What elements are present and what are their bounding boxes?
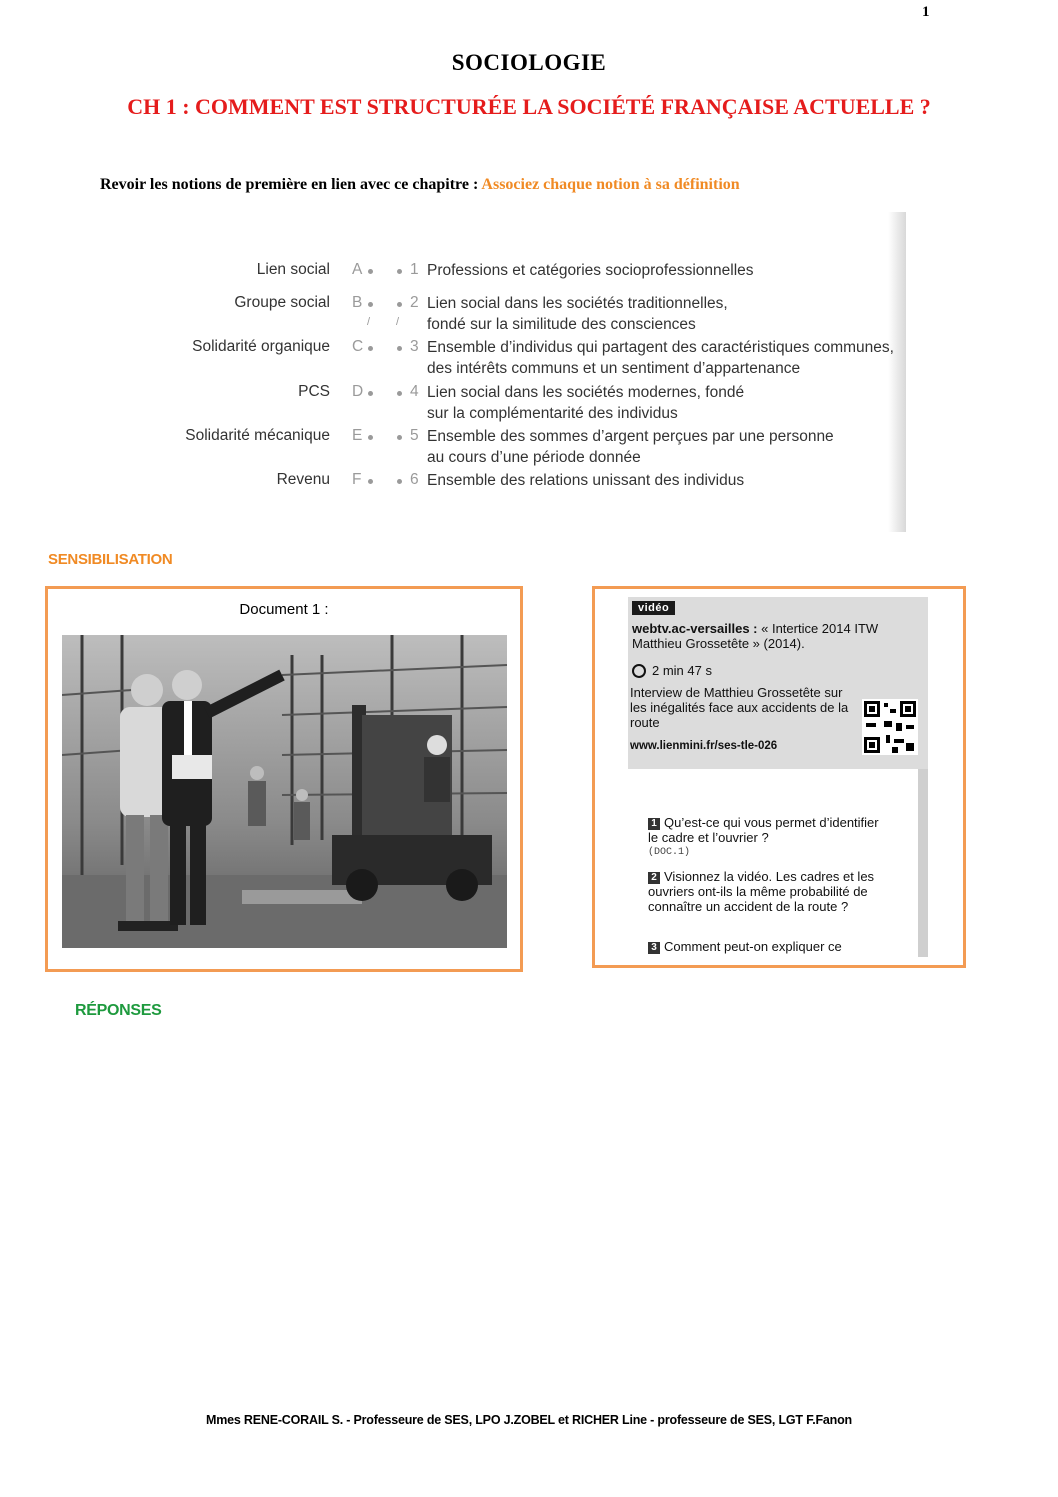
definition-text xyxy=(427,260,754,281)
question-text: Comment peut-on expliquer ce xyxy=(664,939,842,954)
notion-letter: C xyxy=(352,338,364,355)
video-source-rest: « Intertice 2014 ITW Matthieu Grossetête » (2014). xyxy=(632,621,879,651)
notion-letter: E xyxy=(352,427,363,444)
definition-text xyxy=(427,293,728,335)
match-dot-right[interactable] xyxy=(397,435,402,440)
definition-line: au cours d’une période donnée xyxy=(427,449,641,466)
definition-number: 5 xyxy=(410,427,419,444)
document-1-title: Document 1 : xyxy=(239,601,329,618)
match-dot-left[interactable] xyxy=(368,346,373,351)
video-link[interactable]: www.lienmini.fr/ses-tle-026 xyxy=(630,740,778,752)
video-description: Interview de Matthieu Grossetête sur les inégalités face aux accidents de la route xyxy=(630,685,849,730)
notion-label: PCS xyxy=(298,383,330,400)
matching-exercise xyxy=(110,212,906,532)
definition-number: 4 xyxy=(410,383,419,400)
match-dot-right[interactable] xyxy=(397,479,402,484)
notion-letter: B xyxy=(352,294,363,311)
warehouse-photo-drawing xyxy=(62,635,507,948)
notion-label: Solidarité mécanique xyxy=(185,427,330,444)
notion-letter: F xyxy=(352,471,362,488)
page-footer: Mmes RENE-CORAIL S. - Professeure de SES, LPO J.ZOBEL et RICHER Line - professeure de SES, LGT F.Fanon xyxy=(206,1413,852,1427)
definition-line: Ensemble des relations unissant des individus xyxy=(427,472,745,489)
definition-line: Ensemble d’individus qui partagent des caractéristiques communes, xyxy=(427,339,894,356)
match-dot-left[interactable] xyxy=(368,435,373,440)
video-duration-row xyxy=(632,663,712,678)
question-text: Visionnez la vidéo. Les cadres et les ouvriers ont-ils la même probabilité de connaître un accident de la route ? xyxy=(648,869,875,914)
match-dot-right[interactable] xyxy=(397,302,402,307)
question-number: 1 xyxy=(648,818,660,830)
instruction-highlight: Associez chaque notion à sa définition xyxy=(481,176,740,193)
question-2 xyxy=(648,869,898,914)
scan-bottom xyxy=(628,769,918,957)
match-dot-left[interactable] xyxy=(368,269,373,274)
notion-label: Solidarité organique xyxy=(192,338,330,355)
section-reponses: RÉPONSES xyxy=(75,1002,162,1019)
definition-number: 3 xyxy=(410,338,419,355)
qr-code-icon[interactable] xyxy=(862,699,918,755)
notion-label: Lien social xyxy=(256,261,330,278)
definition-line: des intérêts communs et un sentiment d’appartenance xyxy=(427,360,801,377)
definition-text xyxy=(427,337,894,379)
pencil-mark: / xyxy=(396,316,400,328)
definition-number: 1 xyxy=(410,261,419,278)
instruction-line xyxy=(100,176,740,194)
definition-number: 6 xyxy=(410,471,419,488)
question-number: 3 xyxy=(648,942,660,954)
qr-code-drawing xyxy=(862,699,918,755)
match-dot-left[interactable] xyxy=(368,391,373,396)
definition-line: fondé sur la similitude des consciences xyxy=(427,316,696,333)
question-1 xyxy=(648,815,888,860)
video-card-box xyxy=(592,586,966,968)
instruction-text: Revoir les notions de première en lien avec ce chapitre : xyxy=(100,176,482,193)
video-source xyxy=(632,621,902,651)
page-number: 1 xyxy=(922,4,930,20)
video-duration: 2 min 47 s xyxy=(652,663,712,678)
definition-line: Lien social dans les sociétés modernes, fondé xyxy=(427,384,745,401)
chapter-title: CH 1 : COMMENT EST STRUCTURÉE LA SOCIÉTÉ FRANÇAISE ACTUELLE ? xyxy=(127,94,931,119)
question-number: 2 xyxy=(648,872,660,884)
notion-label: Groupe social xyxy=(234,294,330,311)
definition-number: 2 xyxy=(410,294,419,311)
match-dot-right[interactable] xyxy=(397,269,402,274)
definition-line: sur la complémentarité des individus xyxy=(427,405,678,422)
definition-line: Lien social dans les sociétés traditionnelles, xyxy=(427,295,728,312)
definition-text xyxy=(427,426,834,468)
match-dot-right[interactable] xyxy=(397,391,402,396)
definition-text xyxy=(427,382,744,424)
definition-line: Ensemble des sommes d’argent perçues par une personne xyxy=(427,428,834,445)
notion-letter: A xyxy=(352,261,363,278)
subject-title: SOCIOLOGIE xyxy=(451,50,607,75)
document-1-box xyxy=(45,586,523,972)
match-dot-left[interactable] xyxy=(368,302,373,307)
warehouse-photo xyxy=(62,635,507,948)
section-sensibilisation: SENSIBILISATION xyxy=(48,551,173,568)
question-text: Qu’est-ce qui vous permet d’identifier le cadre et l’ouvrier ? xyxy=(648,815,879,845)
video-source-bold: webtv.ac-versailles : xyxy=(632,621,758,636)
notion-label: Revenu xyxy=(276,471,330,488)
video-tag: vidéo xyxy=(632,601,675,615)
scan-edge xyxy=(918,769,928,957)
match-dot-left[interactable] xyxy=(368,479,373,484)
definition-line: Professions et catégories socioprofessionnelles xyxy=(427,262,754,279)
stopwatch-icon xyxy=(632,664,646,678)
definition-text xyxy=(427,470,744,491)
question-ref: (DOC.1) xyxy=(648,847,691,858)
video-card-scan xyxy=(628,597,928,957)
pencil-mark: / xyxy=(367,316,371,328)
notion-letter: D xyxy=(352,383,364,400)
match-dot-right[interactable] xyxy=(397,346,402,351)
question-3 xyxy=(648,939,898,954)
